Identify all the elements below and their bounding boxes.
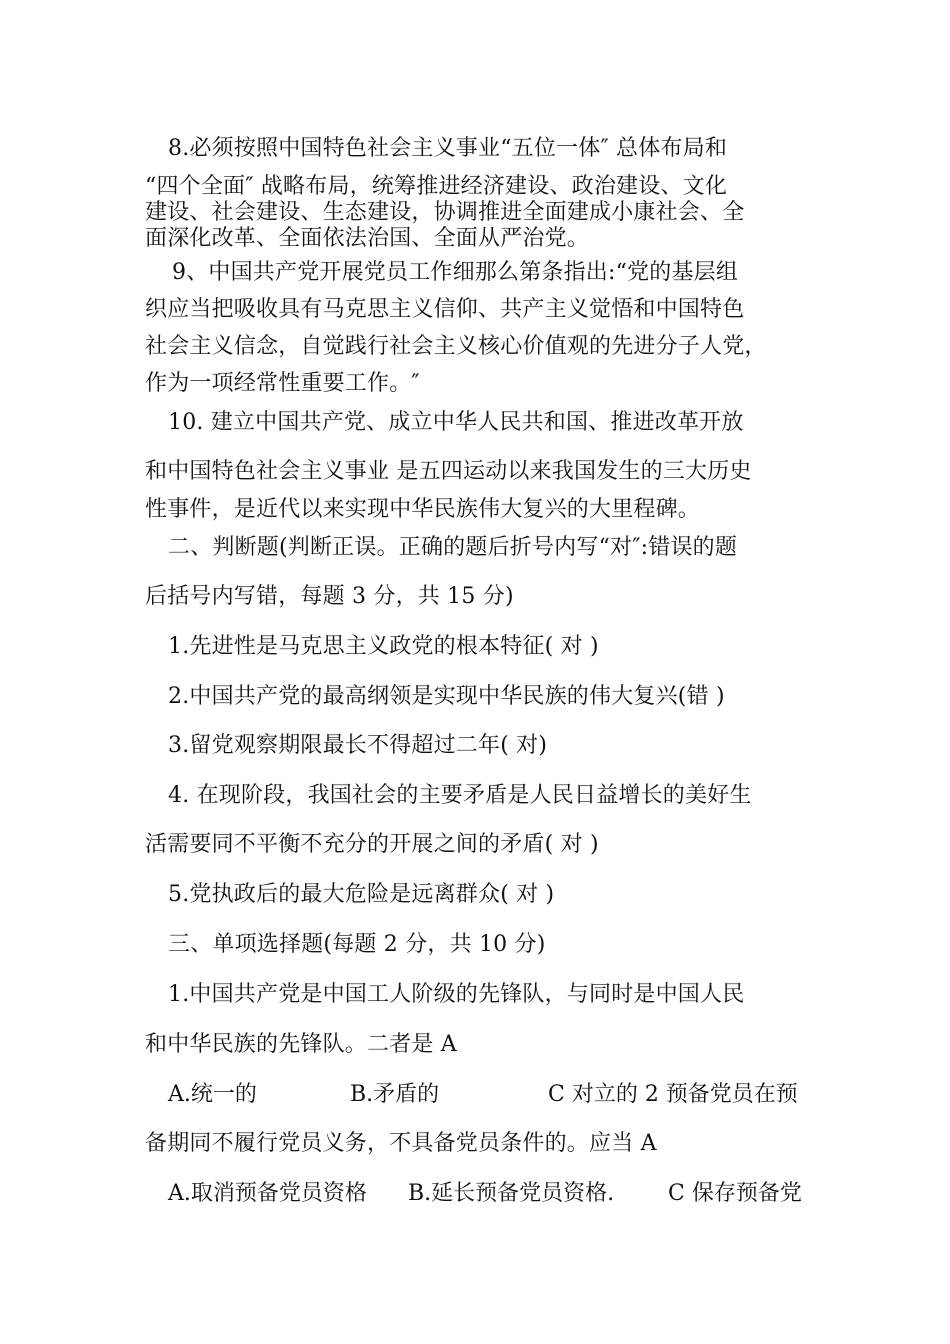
item-9-line-2: 织应当把吸收具有马克思主义信仰、共产主义觉悟和中国特色 (145, 297, 745, 322)
item-9-line-1: 9、中国共产党开展党员工作细那么第条指出:“党的基层组 (172, 260, 739, 285)
item-8-line-4: 面深化改革、全面依法治国、全面从严治党。 (145, 226, 590, 251)
choice-q1-option-c-and-q2-start: C 对立的 2 预备党员在预 (548, 1082, 798, 1107)
item-10-line-1: 10. 建立中国共产党、成立中华人民共和国、推进改革开放 (168, 410, 744, 435)
judge-q2: 2.中国共产党的最高纲领是实现中华民族的伟大复兴(错 ) (168, 684, 725, 709)
item-8-line-1: 8.必须按照中国特色社会主义事业“五位一体″ 总体布局和 (168, 136, 728, 161)
item-8-line-3: 建设、社会建设、生态建设，协调推进全面建成小康社会、全 (145, 200, 745, 225)
item-10-line-3: 性事件，是近代以来实现中华民族伟大复兴的大里程碑。 (145, 497, 701, 522)
judge-q3: 3.留党观察期限最长不得超过二年( 对) (168, 733, 548, 758)
section-2-title-line-2: 后括号内写错，每题 3 分，共 15 分) (145, 584, 514, 609)
item-9-line-3: 社会主义信念，自觉践行社会主义核心价值观的先进分子人党， (145, 334, 767, 359)
item-10-line-2: 和中国特色社会主义事业 是五四运动以来我国发生的三大历史 (145, 459, 752, 484)
item-9-line-4: 作为一项经常性重要工作。″ (145, 371, 420, 396)
judge-q5: 5.党执政后的最大危险是远离群众( 对 ) (168, 882, 555, 907)
judge-q4-line-2: 活需要同不平衡不充分的开展之间的矛盾( 对 ) (145, 832, 599, 857)
section-2-title-line-1: 二、判断题(判断正误。正确的题后折号内写“对″:错误的题 (168, 535, 738, 560)
choice-q1-line-2: 和中华民族的先锋队。二者是 A (145, 1032, 457, 1057)
choice-q2-line-2: 备期同不履行党员义务，不具备党员条件的。应当 A (145, 1131, 657, 1156)
item-8-line-2: “四个全面″ 战略布局，统筹推进经济建设、政治建设、文化 (145, 174, 728, 199)
judge-q4-line-1: 4. 在现阶段，我国社会的主要矛盾是人民日益增长的美好生 (168, 783, 752, 808)
choice-q1-line-1: 1.中国共产党是中国工人阶级的先锋队，与同时是中国人民 (168, 982, 745, 1007)
judge-q1: 1.先进性是马克思主义政党的根本特征( 对 ) (168, 634, 599, 659)
choice-q1-option-a: A.统一的 (168, 1082, 257, 1107)
section-3-title: 三、单项选择题(每题 2 分，共 10 分) (168, 932, 546, 957)
choice-q2-option-b: B.延长预备党员资格. (408, 1181, 615, 1206)
choice-q1-option-b: B.矛盾的 (350, 1082, 440, 1107)
choice-q2-option-a: A.取消预备党员资格 (168, 1181, 367, 1206)
choice-q2-option-c: C 保存预备党 (668, 1181, 802, 1206)
